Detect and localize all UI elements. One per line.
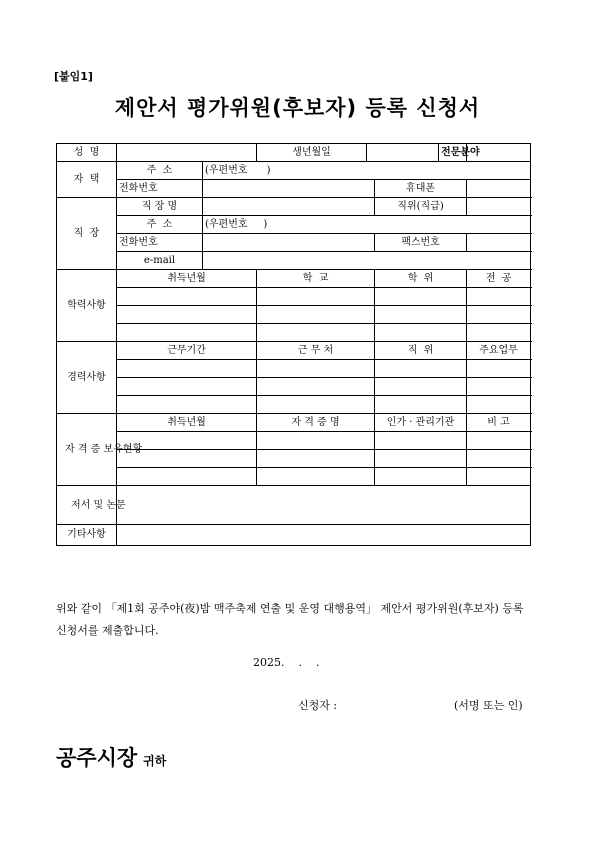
etc-field[interactable] (117, 525, 531, 546)
work-postal-field[interactable]: (우편번호 ) (203, 216, 531, 234)
applicant-label: 신청자 : (298, 699, 338, 712)
education-row (57, 306, 531, 324)
books-field[interactable] (117, 486, 531, 525)
license-header-authority: 인가 · 관리기관 (375, 414, 467, 432)
submission-date: 2025. . . (253, 656, 320, 669)
career-row (57, 396, 531, 414)
recipient (56, 742, 166, 772)
birth-label: 생년월일 (257, 144, 367, 162)
position-field[interactable] (467, 198, 531, 216)
recipient-honorific: 귀하 (143, 754, 167, 768)
expertise-label: 전문분야 (439, 144, 467, 162)
page-title: 제안서 평가위원(후보자) 등록 신청서 (114, 96, 481, 120)
etc-label: 기타사항 (57, 525, 117, 546)
education-header-major: 전 공 (467, 270, 531, 288)
company-label: 직 장 명 (117, 198, 203, 216)
name-label: 성 명 (57, 144, 117, 162)
home-address-label: 주 소 (117, 162, 203, 180)
recipient-name: 공주시장 (56, 746, 138, 770)
signature-label: (서명 또는 인) (454, 699, 523, 712)
etc-row (57, 525, 531, 546)
home-phone-row (57, 180, 531, 198)
email-label: e-mail (117, 252, 203, 270)
position-label: 직위(직급) (375, 198, 467, 216)
education-header-degree: 학 위 (375, 270, 467, 288)
career-header-duties: 주요업무 (467, 342, 531, 360)
mobile-field[interactable] (467, 180, 531, 198)
fax-label: 팩스번호 (375, 234, 467, 252)
home-postal-field[interactable]: (우편번호 ) (203, 162, 531, 180)
email-row (57, 252, 531, 270)
work-phone-label: 전화번호 (117, 234, 203, 252)
books-label: 저서 및 논문 (57, 486, 117, 525)
company-row (57, 198, 531, 216)
work-label: 직 장 (57, 198, 117, 270)
license-header-name: 자 격 증 명 (257, 414, 375, 432)
education-row (57, 324, 531, 342)
birth-field[interactable] (367, 144, 439, 162)
career-header-position: 직 위 (375, 342, 467, 360)
license-row (57, 468, 531, 486)
education-header-row (57, 270, 531, 288)
mobile-label: 휴대폰 (375, 180, 467, 198)
work-address-label: 주 소 (117, 216, 203, 234)
education-label: 학력사항 (57, 270, 117, 342)
career-label: 경력사항 (57, 342, 117, 414)
name-field[interactable] (117, 144, 257, 162)
license-header-row (57, 414, 531, 432)
email-field[interactable] (203, 252, 531, 270)
career-header-row (57, 342, 531, 360)
home-phone-label: 전화번호 (117, 180, 203, 198)
books-row (57, 486, 531, 525)
career-header-workplace: 근 무 처 (257, 342, 375, 360)
attachment-label: [붙임1] (54, 70, 93, 83)
education-row (57, 288, 531, 306)
career-header-period: 근무기간 (117, 342, 257, 360)
work-phone-field[interactable] (203, 234, 375, 252)
registration-form (56, 143, 531, 546)
home-label: 자 택 (57, 162, 117, 198)
career-row (57, 360, 531, 378)
home-address-row (57, 162, 531, 180)
license-label: 자 격 증 보유현황 (57, 414, 117, 486)
license-header-date: 취득년월 (117, 414, 257, 432)
fax-field[interactable] (467, 234, 531, 252)
home-phone-field[interactable] (203, 180, 375, 198)
career-row (57, 378, 531, 396)
company-field[interactable] (203, 198, 375, 216)
submission-statement: 위와 같이 「제1회 공주야(夜)밤 맥주축제 연출 및 운영 대행용역」 제안서 평가위원(후보자) 등록 신청서를 제출합니다. (56, 602, 524, 637)
work-phone-row (57, 234, 531, 252)
work-address-row (57, 216, 531, 234)
education-header-school: 학 교 (257, 270, 375, 288)
education-header-date: 취득년월 (117, 270, 257, 288)
license-header-remarks: 비 고 (467, 414, 531, 432)
name-row (57, 144, 531, 162)
